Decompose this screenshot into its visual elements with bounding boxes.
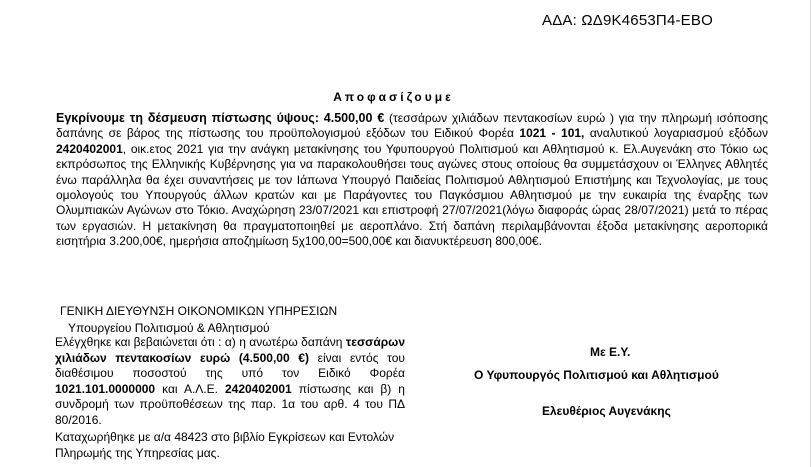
verification-ale-code: 2420402001 (224, 381, 292, 396)
decision-account-code: 2420402001 (56, 141, 123, 156)
verification-text-3: και Α.Λ.Ε. (155, 381, 225, 396)
decision-text-2: αναλυτικού λογαριασμού εξόδων (584, 126, 768, 141)
signature-mey: Με Ε.Υ. (590, 345, 631, 359)
verification-text-1: Ελέγχθηκε και βεβαιώνεται ότι : α) η ανωτέρω δαπάνη (55, 335, 346, 349)
verification-budget-code: 1021.101.0000000 (55, 381, 156, 396)
decision-budget-code: 1021 - 101, (519, 126, 585, 141)
signature-name: Ελευθέριος Αυγενάκης (542, 404, 671, 418)
verification-paragraph (55, 335, 405, 429)
finance-directorate-subtitle: Υπουργείου Πολιτισμού & Αθλητισμού (68, 321, 270, 335)
verification-text-2: είναι εντός του διαθέσιμου ποσοστού της υπό τον Ειδικό Φορέα (55, 350, 405, 381)
decision-text-1: (τεσσάρων χιλιάδων πεντακοσίων ευρώ ) για την πληρωμή ισόποσης δαπάνης σε βάρος της πίστωσης του προϋπολογισμού εξόδων του Ειδικού Φορέα (56, 111, 768, 141)
decision-paragraph (56, 111, 768, 250)
decision-heading: Αποφασίζουμε (333, 90, 454, 104)
verification-text-4: πίστωσης και β) η συνδρομή των προϋποθέσεων της παρ. 1α του αρθ. 4 του ΠΔ 80/2016. (55, 381, 405, 427)
registration-note: Καταχωρήθηκε με α/α 48423 στο βιβλίο Εγκρίσεων και Εντολών Πληρωμής της Υπηρεσίας μας. (55, 430, 395, 460)
signature-title: Ο Υφυπουργός Πολιτισμού και Αθλητισμού (474, 368, 719, 382)
finance-directorate-title: ΓΕΝΙΚΗ ΔΙΕΥΘΥΝΣΗ ΟΙΚΟΝΟΜΙΚΩΝ ΥΠΗΡΕΣΙΩΝ (60, 304, 338, 318)
decision-text-3: , οικ.ετος 2021 για την ανάγκη μετακίνησης του Υφυπουργού Πολιτισμού και Αθλητισμού κ. Ελ.Αυγενάκη στο Τόκιο ως εκπρόσωπος της Ελληνικής Κυβέρνησης για να παρακολουθήσει τους αγώνες στους οποίους θα συμμετάσχουν οι Έλληνες Αθλητές ένω παράλληλα θα έχει συναντήσεις με τον Ιάπωνα Υπουργό Παιδείας Πολιτισμού Αθλητισμού Επιστήμης και Τεχνολογίας, με τους ομολογούς του Υπουργούς άλλων κρατών και με Παράγοντες του Παγκόσμιου Αθλητισμού με την ευκαιρία της έναρξης των Ολυμπιακών Αγώνων στο Τόκιο. Αναχώρηση 23/07/2021 και επιστροφή 27/07/2021(λόγω διαφοράς ώρας 28/07/2021) μετά το πέρας των εργασιών. Η μετακίνηση θα πραγματοποιηθεί με αεροπλάνο. Στή δαπάνη περιλαμβάνονται έξοδα μετακίνησης αεροπορικά εισητήρια 3.200,00€, ημερήσια αποζημίωση 5χ100,00=500,00€ και διανυκτέρευση 800,00€. (56, 141, 768, 249)
ada-code: ΑΔΑ: ΩΔ9Κ4653Π4-ΕΒΟ (542, 12, 713, 29)
decision-lead: Εγκρίνουμε τη δέσμευση πίστωσης ύψους: 4.500,00 € (56, 111, 385, 125)
verification-amount: τεσσάρων χιλιάδων πεντακοσίων ευρώ (4.500,00 €) (55, 335, 405, 365)
